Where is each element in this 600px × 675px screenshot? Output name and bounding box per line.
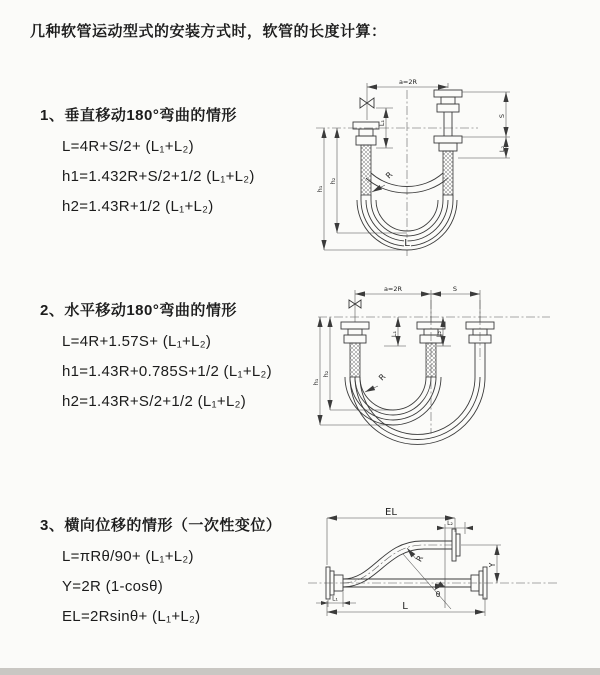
dim-label-s: S [498, 113, 506, 119]
diagram-vertical-180-bend [308, 74, 568, 260]
dimensions [312, 285, 480, 425]
radius-label: R [377, 372, 388, 383]
section-2-heading: 2、水平移动180°弯曲的情形 [40, 302, 237, 319]
page-bottom-edge [0, 668, 600, 675]
formula-h2: h2=1.43R+S/2+1/2 (L₁+L₂) [62, 393, 247, 410]
section-1-heading: 1、垂直移动180°弯曲的情形 [40, 107, 237, 124]
radius-label: R [414, 554, 426, 564]
dim-label-h1: h₁ [316, 185, 324, 193]
dim-label-a2r: a=2R [383, 285, 403, 293]
dim-label-l2: L₂ [447, 520, 453, 527]
right-fitting [434, 90, 462, 200]
dim-label-l1: L₁ [332, 595, 338, 603]
upper-right-flange [452, 529, 460, 561]
section-3-heading: 3、横向位移的情形（一次性变位） [40, 517, 282, 534]
length-label: L [404, 238, 410, 249]
dim-label-h2: h₂ [322, 370, 330, 378]
dim-label-el: EL [385, 507, 397, 518]
dim-label-h2: h₂ [329, 177, 337, 185]
page-title: 几种软管运动型式的安装方式时，软管的长度计算： [30, 23, 387, 40]
radius-label: R [384, 170, 395, 181]
dim-label-l2: L₂ [498, 145, 506, 153]
diagram-lateral-displacement [303, 502, 593, 652]
left-fitting [341, 322, 369, 377]
radius-construction-line [403, 554, 451, 609]
formula-length: L=πRθ/90+ (L₁+L₂) [62, 548, 194, 565]
section-2 [40, 301, 272, 411]
section-3 [40, 516, 281, 626]
length-label: L [402, 601, 408, 612]
formula-length: L=4R+S/2+ (L₁+L₂) [62, 138, 194, 155]
centerlines [316, 90, 478, 256]
dim-label-l2: L₂ [435, 330, 443, 338]
diagram-horizontal-180-bend [310, 282, 575, 448]
dim-label-h1: h₁ [312, 378, 320, 386]
hose-braid [443, 151, 453, 195]
formula-h1: h1=1.43R+0.785S+1/2 (L₁+L₂) [62, 363, 272, 380]
hose-u-arcs [345, 377, 485, 444]
dim-label-a2r: a=2R [398, 78, 418, 86]
dim-label-l1: L₁ [390, 330, 398, 338]
formula-el: EL=2Rsinθ+ (L₁+L₂) [62, 608, 201, 625]
angle-label: θ [435, 590, 441, 599]
dim-label-s: S [452, 285, 458, 293]
dimensions [316, 78, 510, 250]
formula-h1: h1=1.432R+S/2+1/2 (L₁+L₂) [62, 168, 255, 185]
section-1 [40, 106, 255, 216]
hose-braid [350, 343, 360, 377]
dim-label-l1: L₁ [378, 119, 386, 127]
formula-length: L=4R+1.57S+ (L₁+L₂) [62, 333, 212, 350]
dim-label-y: Y [488, 562, 497, 568]
hose-braid [361, 145, 371, 195]
formula-y: Y=2R (1-cosθ) [62, 578, 164, 595]
left-fitting [353, 122, 379, 200]
dimensions [316, 507, 501, 616]
formula-h2: h2=1.43R+1/2 (L₁+L₂) [62, 198, 214, 215]
